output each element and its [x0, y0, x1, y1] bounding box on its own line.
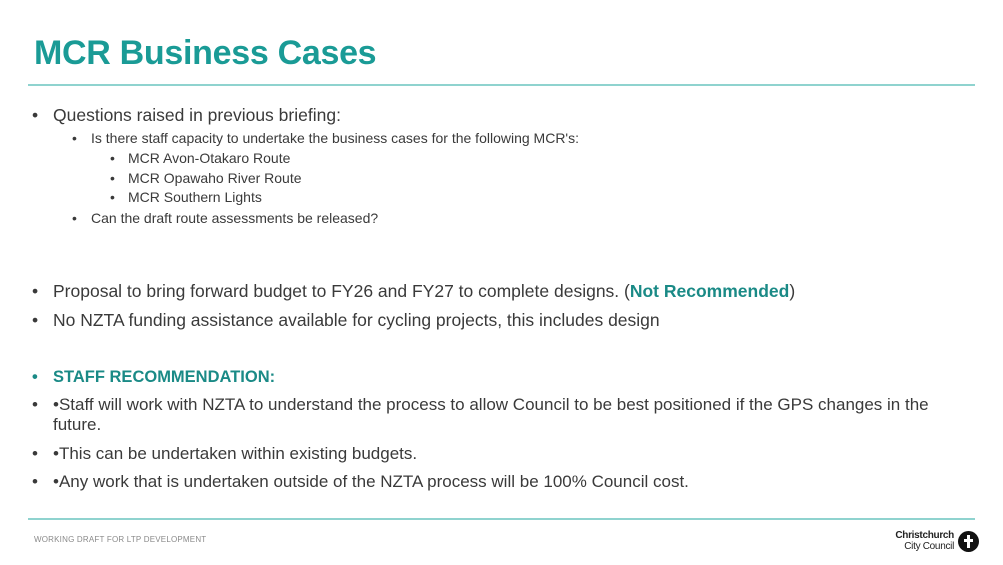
recommendation-text: •This can be undertaken within existing budgets.	[53, 443, 418, 463]
footer-divider	[28, 518, 975, 520]
bullet-dot: •	[32, 367, 38, 386]
recommendation-heading: STAFF RECOMMENDATION:	[53, 367, 276, 386]
bullet-dot: •	[32, 309, 39, 330]
recommendation-text: •Any work that is undertaken outside of the NZTA process will be 100% Council cost.	[53, 471, 689, 491]
bullet-dot: •	[32, 471, 38, 491]
route-item	[32, 189, 972, 206]
recommendation-item	[32, 395, 972, 436]
capacity-question: Is there staff capacity to undertake the business cases for the following MCR's:	[91, 130, 579, 146]
release-question: Can the draft route assessments be released?	[91, 210, 379, 227]
route-label: MCR Southern Lights	[128, 189, 262, 206]
route-item	[32, 150, 972, 167]
recommendation-item	[32, 444, 972, 464]
proposal-text: Proposal to bring forward budget to FY26 and FY27 to complete designs. (	[53, 280, 630, 301]
logo-line-1: Christchurch	[895, 530, 954, 541]
recommendation-item	[32, 472, 972, 492]
bullet-nzta	[32, 310, 972, 331]
bullet-staff-recommendation	[32, 368, 972, 388]
bullet-dot: •	[72, 130, 77, 146]
bullet-dot: •	[110, 169, 115, 186]
council-emblem-icon	[958, 531, 979, 552]
bullet-dot: •	[110, 189, 115, 206]
bullet-questions	[32, 105, 972, 126]
logo-line-2: City Council	[904, 540, 954, 552]
sub-bullet-capacity	[32, 130, 972, 147]
sub-bullet-release	[32, 210, 972, 227]
footer-label: WORKING DRAFT FOR LTP DEVELOPMENT	[34, 535, 207, 544]
logo-wordmark	[895, 531, 954, 552]
bullet-proposal	[32, 281, 972, 302]
title-divider	[28, 84, 975, 86]
route-label: MCR Avon-Otakaro Route	[128, 149, 291, 166]
bullet-dot: •	[110, 149, 115, 166]
recommendation-text: •Staff will work with NZTA to understand the process to allow Council to be best positioned if the GPS changes in the future.	[53, 394, 929, 435]
bullet-dot: •	[32, 280, 39, 301]
bullet-dot: •	[32, 443, 38, 463]
nzta-note: No NZTA funding assistance available for cycling projects, this includes design	[53, 309, 660, 330]
route-label: MCR Opawaho River Route	[128, 169, 302, 186]
route-item	[32, 170, 972, 187]
bullet-dot: •	[32, 105, 39, 125]
slide-body	[32, 105, 972, 492]
questions-heading: Questions raised in previous briefing:	[53, 105, 341, 125]
council-logo	[895, 531, 979, 552]
bullet-dot: •	[32, 394, 38, 414]
bullet-dot: •	[72, 210, 77, 227]
slide-title: MCR Business Cases	[34, 34, 377, 72]
proposal-status: Not Recommended	[629, 280, 790, 301]
proposal-close: )	[789, 280, 796, 301]
